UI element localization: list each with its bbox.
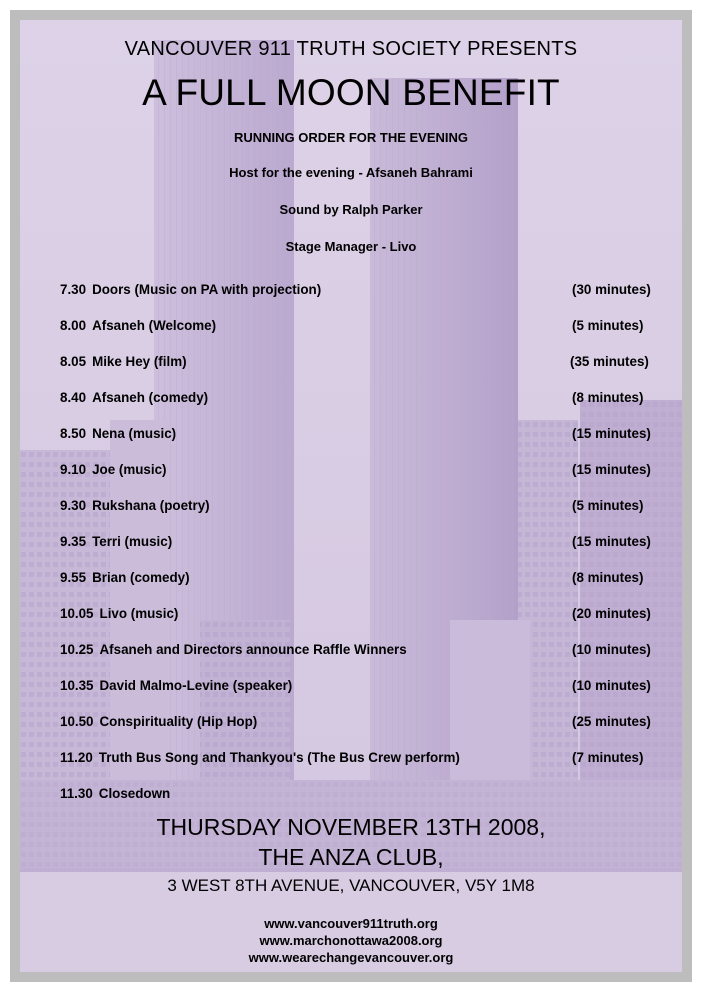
schedule-time: 8.40 <box>60 390 87 405</box>
schedule-duration: (15 minutes) <box>572 426 651 441</box>
schedule-row <box>60 426 670 446</box>
schedule-duration: (15 minutes) <box>572 462 651 477</box>
schedule-act: Truth Bus Song and Thankyou's (The Bus Crew perform) <box>98 750 460 765</box>
schedule-time: 8.05 <box>60 354 87 369</box>
schedule-row <box>60 678 670 698</box>
schedule-row <box>60 462 670 482</box>
schedule-act: Afsaneh (Welcome) <box>92 318 217 333</box>
website-link[interactable]: www.wearechangevancouver.org <box>248 950 454 965</box>
host-line: Host for the evening - Afsaneh Bahrami <box>229 165 473 180</box>
schedule-row <box>60 354 670 374</box>
schedule-duration: (30 minutes) <box>572 282 651 297</box>
schedule-act: David Malmo-Levine (speaker) <box>99 678 293 693</box>
schedule-act: Brian (comedy) <box>92 570 190 585</box>
sound-line: Sound by Ralph Parker <box>279 202 423 217</box>
schedule-row <box>60 534 670 554</box>
schedule-duration: (15 minutes) <box>572 534 651 549</box>
website-link[interactable]: www.marchonottawa2008.org <box>259 933 443 948</box>
schedule-row <box>60 282 670 302</box>
schedule-time: 9.55 <box>60 570 87 585</box>
schedule-duration: (5 minutes) <box>572 498 644 513</box>
website-link[interactable]: www.vancouver911truth.org <box>264 916 438 931</box>
event-venue: THE ANZA CLUB, <box>258 844 444 870</box>
schedule-row <box>60 570 670 590</box>
schedule-act: Terri (music) <box>92 534 173 549</box>
schedule-time: 10.25 <box>60 642 94 657</box>
schedule-duration: (8 minutes) <box>572 390 644 405</box>
schedule-time: 9.30 <box>60 498 87 513</box>
schedule-duration: (35 minutes) <box>570 354 649 369</box>
schedule-row <box>60 318 670 338</box>
schedule-act: Conspirituality (Hip Hop) <box>99 714 258 729</box>
schedule-row <box>60 606 670 626</box>
schedule-time: 10.05 <box>60 606 94 621</box>
event-address: 3 WEST 8TH AVENUE, VANCOUVER, V5Y 1M8 <box>167 876 535 895</box>
stage-manager-line: Stage Manager - Livo <box>285 239 417 254</box>
schedule-act: Doors (Music on PA with projection) <box>92 282 322 297</box>
schedule-act: Joe (music) <box>92 462 167 477</box>
schedule-act: Livo (music) <box>99 606 179 621</box>
schedule-row <box>60 750 670 770</box>
schedule-time: 8.50 <box>60 426 87 441</box>
event-title: A FULL MOON BENEFIT <box>142 72 560 113</box>
schedule-duration: (25 minutes) <box>572 714 651 729</box>
poster-content <box>20 20 682 972</box>
schedule-duration: (20 minutes) <box>572 606 651 621</box>
poster-frame <box>10 10 692 982</box>
schedule-duration: (5 minutes) <box>572 318 644 333</box>
schedule-duration: (7 minutes) <box>572 750 644 765</box>
schedule-act: Rukshana (poetry) <box>92 498 210 513</box>
schedule-act: Afsaneh (comedy) <box>92 390 209 405</box>
schedule-time: 10.35 <box>60 678 94 693</box>
poster <box>20 20 682 972</box>
schedule-time: 8.00 <box>60 318 87 333</box>
schedule-time: 11.30 <box>60 786 93 801</box>
schedule-row <box>60 498 670 518</box>
schedule-time: 7.30 <box>60 282 87 297</box>
schedule-duration: (10 minutes) <box>572 642 651 657</box>
running-order-heading: RUNNING ORDER FOR THE EVENING <box>233 130 468 145</box>
schedule-act: Closedown <box>98 786 171 801</box>
schedule-time: 9.10 <box>60 462 87 477</box>
schedule-row <box>60 786 670 806</box>
schedule-row <box>60 642 670 662</box>
schedule-act: Nena (music) <box>92 426 177 441</box>
event-date: THURSDAY NOVEMBER 13TH 2008, <box>156 814 546 840</box>
schedule-time: 9.35 <box>60 534 87 549</box>
schedule-row <box>60 390 670 410</box>
schedule-act: Mike Hey (film) <box>92 354 187 369</box>
schedule-row <box>60 714 670 734</box>
schedule-duration: (8 minutes) <box>572 570 644 585</box>
schedule-act: Afsaneh and Directors announce Raffle Winners <box>99 642 407 657</box>
presenter-line: VANCOUVER 911 TRUTH SOCIETY PRESENTS <box>124 38 578 60</box>
schedule-time: 11.20 <box>60 750 93 765</box>
schedule-duration: (10 minutes) <box>572 678 651 693</box>
schedule-time: 10.50 <box>60 714 94 729</box>
